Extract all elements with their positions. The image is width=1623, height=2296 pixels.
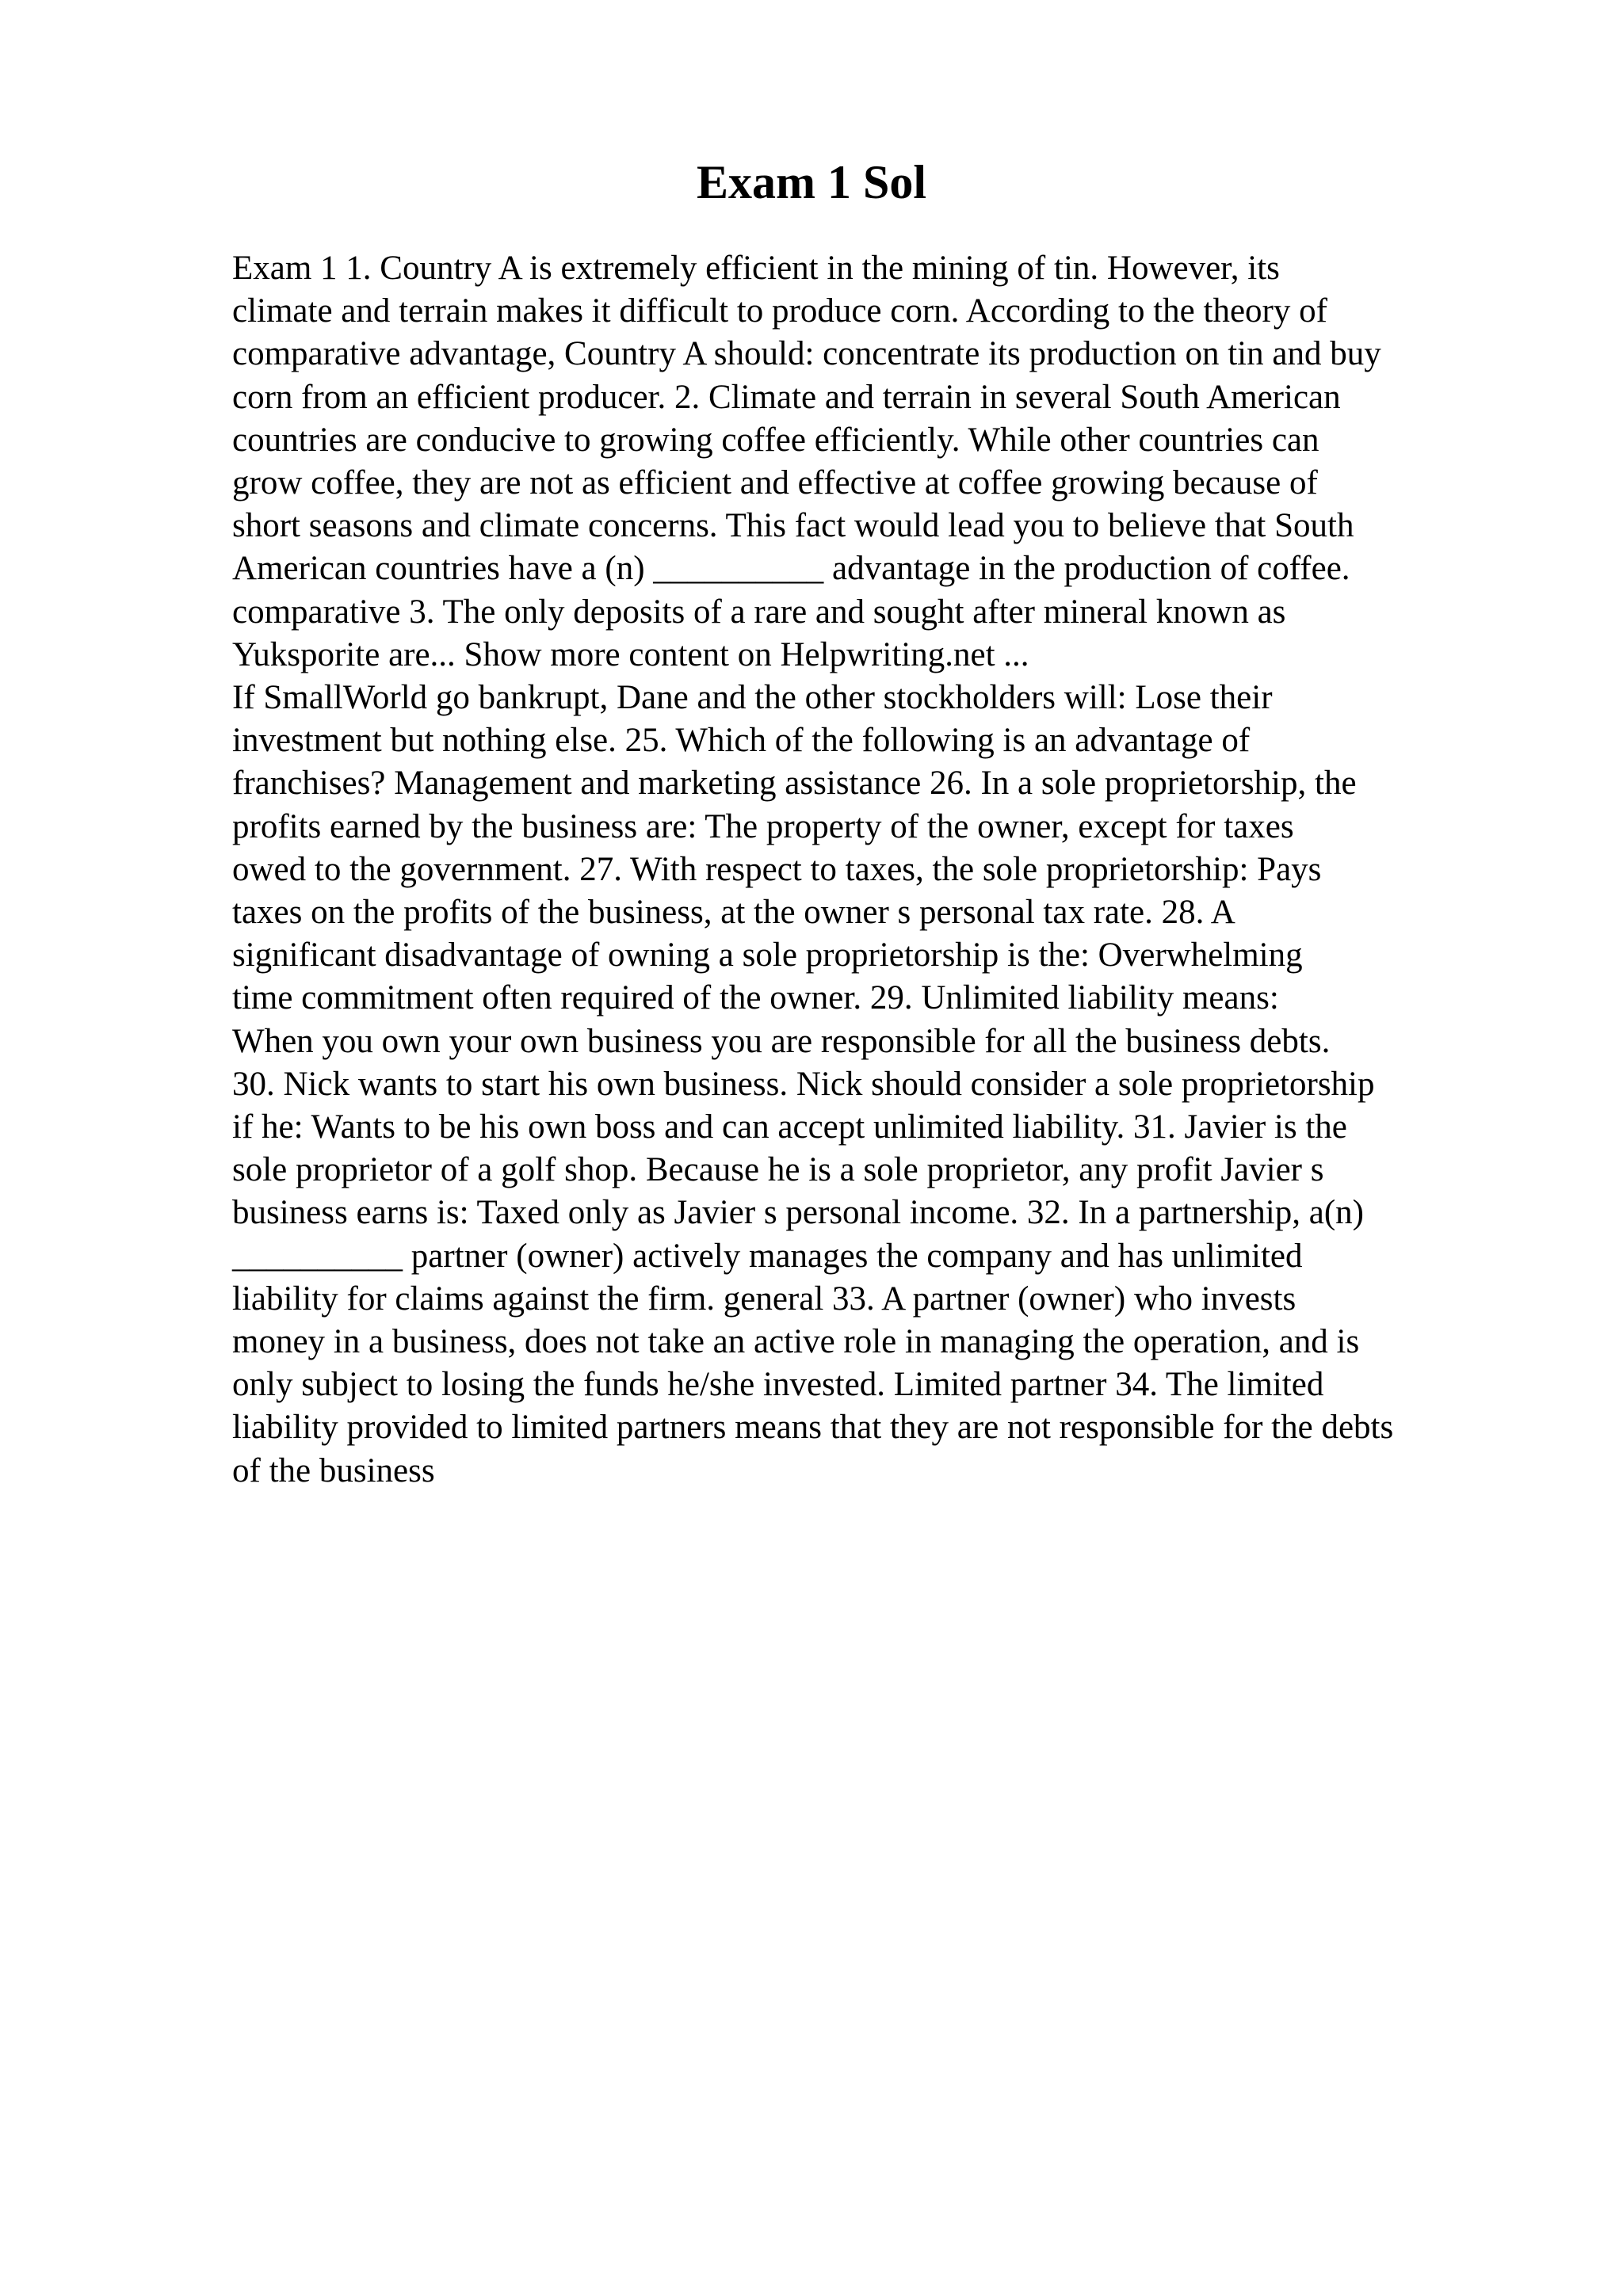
text-line: time commitment often required of the owner. 29. Unlimited liability means: [232, 979, 1279, 1017]
show-more-line: Yuksporite are... Show more content on Helpwriting.net ... [232, 635, 1029, 673]
text-line: comparative advantage, Country A should: concentrate its production on tin and buy [232, 335, 1381, 373]
text-line: grow coffee, they are not as efficient and effective at coffee growing because of [232, 464, 1318, 502]
text-line: When you own your own business you are responsible for all the business debts. [232, 1022, 1331, 1060]
text-line: If SmallWorld go bankrupt, Dane and the other stockholders will: Lose their [232, 679, 1273, 716]
text-line: money in a business, does not take an active role in managing the operation, and is [232, 1323, 1360, 1361]
exam-text-section-2 [232, 677, 1500, 1493]
document-title: Exam 1 Sol [696, 156, 927, 208]
text-line: liability for claims against the firm. general 33. A partner (owner) who invests [232, 1280, 1296, 1318]
text-line: climate and terrain makes it difficult to produce corn. According to the theory of [232, 292, 1327, 330]
text-line: American countries have a (n) __________ advantage in the production of coffee. [232, 550, 1350, 588]
text-line: sole proprietor of a golf shop. Because he is a sole proprietor, any profit Javier s [232, 1151, 1324, 1189]
text-line: liability provided to limited partners means that they are not responsible for the debts [232, 1409, 1394, 1447]
exam-text-section-1 [232, 247, 1500, 677]
text-line: significant disadvantage of owning a sole proprietorship is the: Overwhelming [232, 936, 1303, 974]
text-line: __________ partner (owner) actively manages the company and has unlimited [232, 1237, 1303, 1275]
text-line: investment but nothing else. 25. Which of the following is an advantage of [232, 722, 1251, 760]
text-line: profits earned by the business are: The property of the owner, except for taxes [232, 807, 1294, 845]
text-line: owed to the government. 27. With respect to taxes, the sole proprietorship: Pays [232, 850, 1322, 888]
text-line: business earns is: Taxed only as Javier s personal income. 32. In a partnership, a(n) [232, 1194, 1364, 1232]
text-line: only subject to losing the funds he/she invested. Limited partner 34. The limited [232, 1366, 1324, 1404]
text-line: if he: Wants to be his own boss and can accept unlimited liability. 31. Javier is the [232, 1108, 1347, 1146]
text-line: franchises? Management and marketing assistance 26. In a sole proprietorship, the [232, 765, 1357, 803]
text-line: taxes on the profits of the business, at the owner s personal tax rate. 28. A [232, 894, 1235, 932]
text-line: Exam 1 1. Country A is extremely efficient in the mining of tin. However, its [232, 250, 1280, 287]
text-line: comparative 3. The only deposits of a rare and sought after mineral known as [232, 593, 1286, 631]
text-line: short seasons and climate concerns. This fact would lead you to believe that South [232, 507, 1354, 545]
text-line: of the business [232, 1451, 435, 1489]
text-line: 30. Nick wants to start his own business. Nick should consider a sole proprietorship [232, 1065, 1375, 1103]
text-line: countries are conducive to growing coffee efficiently. While other countries can [232, 421, 1319, 459]
text-line: corn from an efficient producer. 2. Climate and terrain in several South American [232, 378, 1341, 416]
